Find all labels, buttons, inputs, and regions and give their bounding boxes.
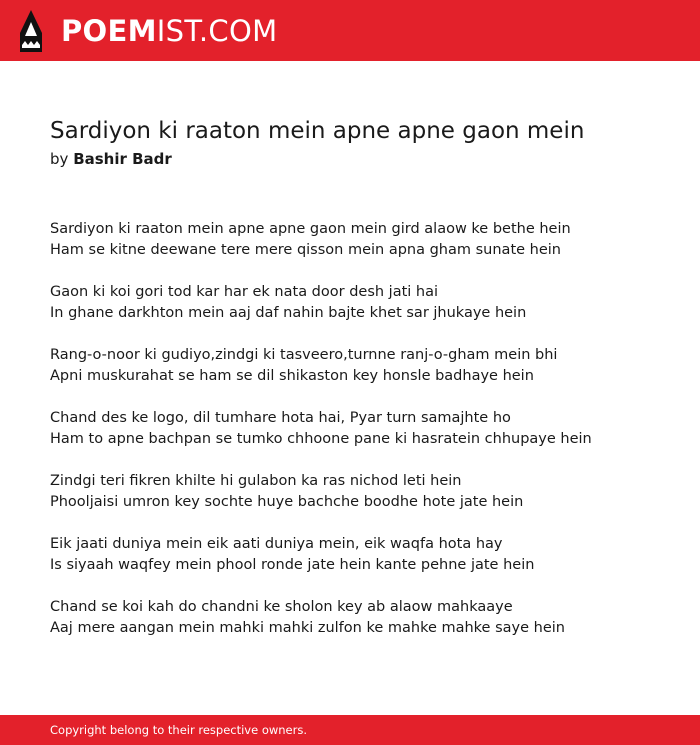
- site-logo-text: [61, 8, 277, 54]
- copyright-text: Copyright belong to their respective owners.: [50, 723, 308, 737]
- poem-line: Gaon ki koi gori tod kar har ek nata door desh jati hai: [50, 284, 439, 300]
- logo-bold-text: POEM: [61, 14, 157, 48]
- logo-light-text: IST.COM: [156, 14, 278, 48]
- site-logo-link[interactable]: [18, 8, 277, 54]
- poem-line: Eik jaati duniya mein eik aati duniya mein, eik waqfa hota hay: [50, 536, 503, 552]
- site-header: [0, 0, 700, 61]
- stanza: [50, 345, 670, 387]
- author-name: Bashir Badr: [73, 150, 172, 168]
- poem-byline: [50, 149, 172, 169]
- poem-line: Zindgi teri fikren khilte hi gulabon ka ras nichod leti hein: [50, 473, 462, 489]
- stanza: [50, 408, 670, 450]
- pencil-tip-icon: [18, 9, 44, 53]
- poem-line: Chand se koi kah do chandni ke sholon key ab alaow mahkaaye: [50, 599, 513, 615]
- poem-line: Sardiyon ki raaton mein apne apne gaon mein gird alaow ke bethe hein: [50, 221, 571, 237]
- stanza: [50, 219, 670, 261]
- stanza: [50, 597, 670, 639]
- stanza: [50, 282, 670, 324]
- poem-line: Phooljaisi umron key sochte huye bachche boodhe hote jate hein: [50, 494, 524, 510]
- poem-line: Chand des ke logo, dil tumhare hota hai, Pyar turn samajhte ho: [50, 410, 511, 426]
- poem-title: Sardiyon ki raaton mein apne apne gaon mein: [50, 118, 585, 144]
- by-label: by: [50, 150, 69, 168]
- poem-line: Rang-o-noor ki gudiyo,zindgi ki tasveero,turnne ranj-o-gham mein bhi: [50, 347, 558, 363]
- poem-line: In ghane darkhton mein aaj daf nahin bajte khet sar jhukaye hein: [50, 305, 527, 321]
- poem-line: Is siyaah waqfey mein phool ronde jate hein kante pehne jate hein: [50, 557, 535, 573]
- poem-line: Apni muskurahat se ham se dil shikaston key honsle badhaye hein: [50, 368, 534, 384]
- site-footer: [0, 715, 700, 745]
- poem-line: Ham se kitne deewane tere mere qisson mein apna gham sunate hein: [50, 242, 561, 258]
- stanza: [50, 534, 670, 576]
- poem-body: [50, 219, 670, 660]
- poem-line: Ham to apne bachpan se tumko chhoone pane ki hasratein chhupaye hein: [50, 431, 592, 447]
- poem-line: Aaj mere aangan mein mahki mahki zulfon ke mahke mahke saye hein: [50, 620, 565, 636]
- stanza: [50, 471, 670, 513]
